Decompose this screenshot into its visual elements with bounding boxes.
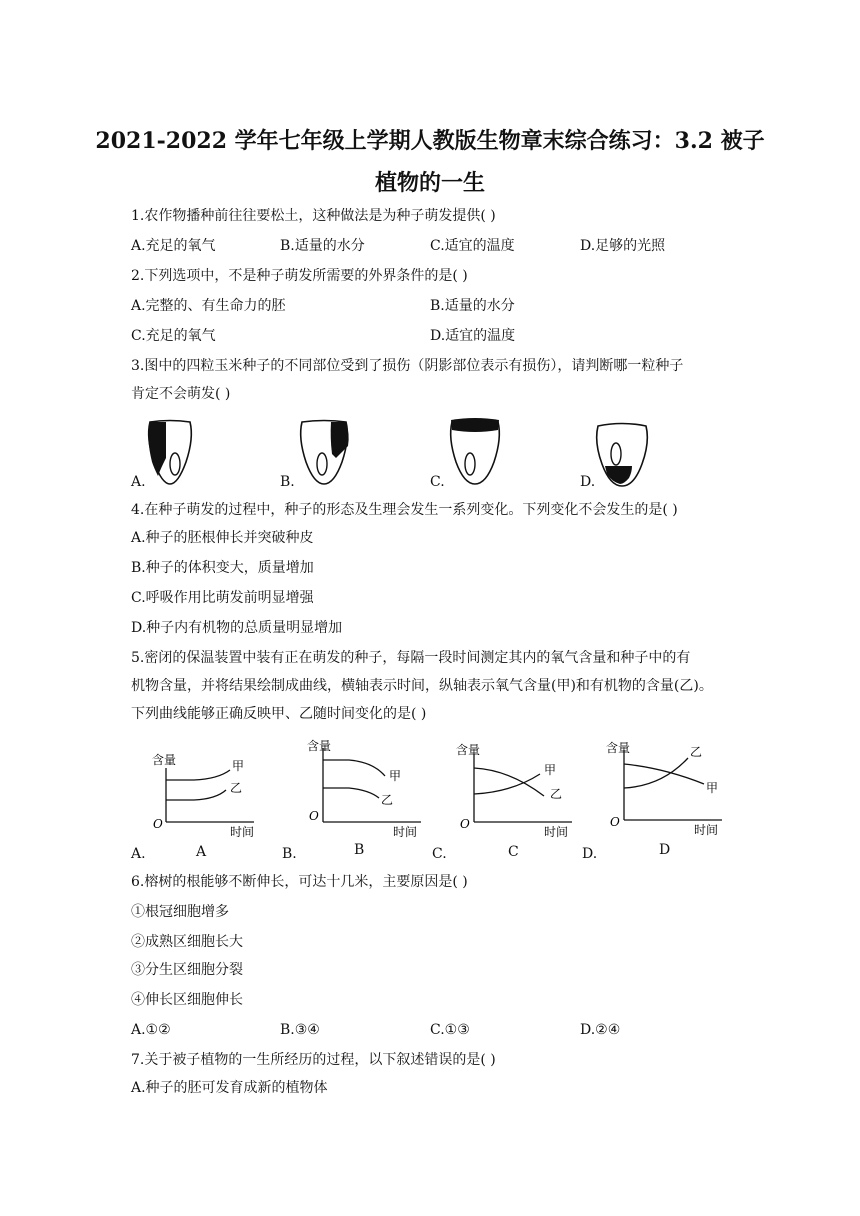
graph-c-curve-jia — [474, 774, 540, 794]
q5-label-c: C. — [432, 846, 447, 862]
q6-option-d: D.②④ — [580, 1022, 621, 1038]
q6-item-4: ④伸长区细胞伸长 — [131, 992, 243, 1008]
page-title-line2: 植物的一生 — [374, 170, 485, 196]
graph-b-letter: B — [354, 842, 365, 858]
graph-b-origin: O — [309, 809, 319, 823]
q2-option-c: C.充足的氧气 — [131, 328, 216, 344]
q6-option-b: B.③④ — [280, 1022, 320, 1038]
question-3-stem-line2: 肯定不会萌发( ) — [131, 386, 231, 402]
graph-a-curve-yi — [166, 790, 226, 800]
q1-option-b: B.适量的水分 — [280, 238, 365, 254]
graph-a-ylabel: 含量 — [152, 753, 177, 767]
graph-a-origin: O — [153, 817, 163, 831]
graph-d-xlabel: 时间 — [694, 823, 719, 837]
q2-option-a: A.完整的、有生命力的胚 — [131, 298, 286, 314]
page-title: 2021-2022 学年七年级上学期人教版生物章末综合练习：3.2 被子 — [95, 128, 765, 154]
question-5-stem-line2: 机物含量，并将结果绘制成曲线，横轴表示时间，纵轴表示氧气含量(甲)和有机物的含量(乙)。 — [131, 678, 713, 694]
graph-b-ylabel: 含量 — [307, 739, 332, 753]
q1-option-a: A.充足的氧气 — [131, 238, 216, 254]
q6-item-1: ①根冠细胞增多 — [131, 904, 229, 920]
graph-d-curve-jia — [624, 764, 704, 784]
q5-label-b: B. — [282, 846, 297, 862]
graph-c-ylabel: 含量 — [456, 743, 481, 757]
graph-d-letter: D — [659, 842, 671, 858]
q5-label-d: D. — [582, 846, 598, 862]
question-6-stem: 6.榕树的根能够不断伸长，可达十几米，主要原因是( ) — [131, 874, 468, 890]
question-2-stem: 2.下列选项中，不是种子萌发所需要的外界条件的是( ) — [131, 268, 468, 284]
question-7-stem: 7.关于被子植物的一生所经历的过程，以下叙述错误的是( ) — [131, 1052, 496, 1068]
graph-b-curve-yi — [323, 788, 379, 798]
q1-option-d: D.足够的光照 — [580, 238, 666, 254]
seed-figure-d — [592, 420, 652, 490]
q4-option-d: D.种子内有机物的总质量明显增加 — [131, 620, 343, 636]
graph-c-curve-yi — [474, 768, 544, 796]
graph-b-label-jia: 甲 — [389, 769, 402, 783]
q2-option-d: D.适宜的温度 — [430, 328, 516, 344]
graph-a-curve-jia — [166, 770, 230, 780]
q4-option-c: C.呼吸作用比萌发前明显增强 — [131, 590, 314, 606]
q6-item-3: ③分生区细胞分裂 — [131, 962, 243, 978]
graph-d — [606, 736, 726, 838]
graph-a-letter: A — [196, 844, 207, 860]
q6-option-c: C.①③ — [430, 1022, 470, 1038]
q2-option-b: B.适量的水分 — [430, 298, 515, 314]
q7-option-a: A.种子的胚可发育成新的植物体 — [131, 1080, 328, 1096]
question-4-stem: 4.在种子萌发的过程中，种子的形态及生理会发生一系列变化。下列变化不会发生的是( ) — [131, 502, 678, 518]
q4-option-b: B.种子的体积变大，质量增加 — [131, 560, 314, 576]
seed-figure-b — [296, 418, 352, 488]
graph-c-label-yi: 乙 — [550, 787, 563, 801]
q5-label-a: A. — [131, 846, 146, 862]
q6-item-2: ②成熟区细胞长大 — [131, 934, 243, 950]
graph-c — [456, 740, 576, 840]
graph-a — [150, 748, 260, 840]
seed-figure-a — [144, 418, 196, 488]
graph-c-letter: C — [508, 844, 519, 860]
question-3-stem-line1: 3.图中的四粒玉米种子的不同部位受到了损伤（阴影部位表示有损伤），请判断哪一粒种子 — [131, 358, 684, 374]
graph-d-origin: O — [610, 815, 620, 829]
question-5-stem-line3: 下列曲线能够正确反映甲、乙随时间变化的是( ) — [131, 706, 427, 722]
graph-b-label-yi: 乙 — [381, 793, 394, 807]
graph-c-origin: O — [460, 817, 470, 831]
graph-d-label-yi: 乙 — [690, 745, 703, 759]
q3-label-b: B. — [280, 474, 295, 490]
q3-label-c: C. — [430, 474, 445, 490]
graph-a-label-yi: 乙 — [230, 781, 243, 795]
graph-d-ylabel: 含量 — [606, 741, 631, 755]
q6-option-a: A.①② — [131, 1022, 171, 1038]
graph-d-label-jia: 甲 — [706, 781, 719, 795]
graph-b-curve-jia — [323, 760, 385, 776]
graph-c-xlabel: 时间 — [544, 825, 569, 839]
graph-a-label-jia: 甲 — [232, 759, 245, 773]
q4-option-a: A.种子的胚根伸长并突破种皮 — [131, 530, 314, 546]
graph-d-curve-yi — [624, 758, 688, 788]
graph-b-xlabel: 时间 — [393, 825, 418, 839]
graph-c-label-jia: 甲 — [544, 763, 557, 777]
question-1-stem: 1.农作物播种前往往要松土，这种做法是为种子萌发提供( ) — [131, 208, 496, 224]
q3-label-d: D. — [580, 474, 596, 490]
q3-label-a: A. — [131, 474, 146, 490]
question-5-stem-line1: 5.密闭的保温装置中装有正在萌发的种子，每隔一段时间测定其内的氧气含量和种子中的有 — [131, 650, 691, 666]
graph-a-xlabel: 时间 — [230, 825, 255, 839]
graph-b — [305, 738, 425, 840]
seed-figure-c — [446, 416, 504, 488]
q1-option-c: C.适宜的温度 — [430, 238, 515, 254]
